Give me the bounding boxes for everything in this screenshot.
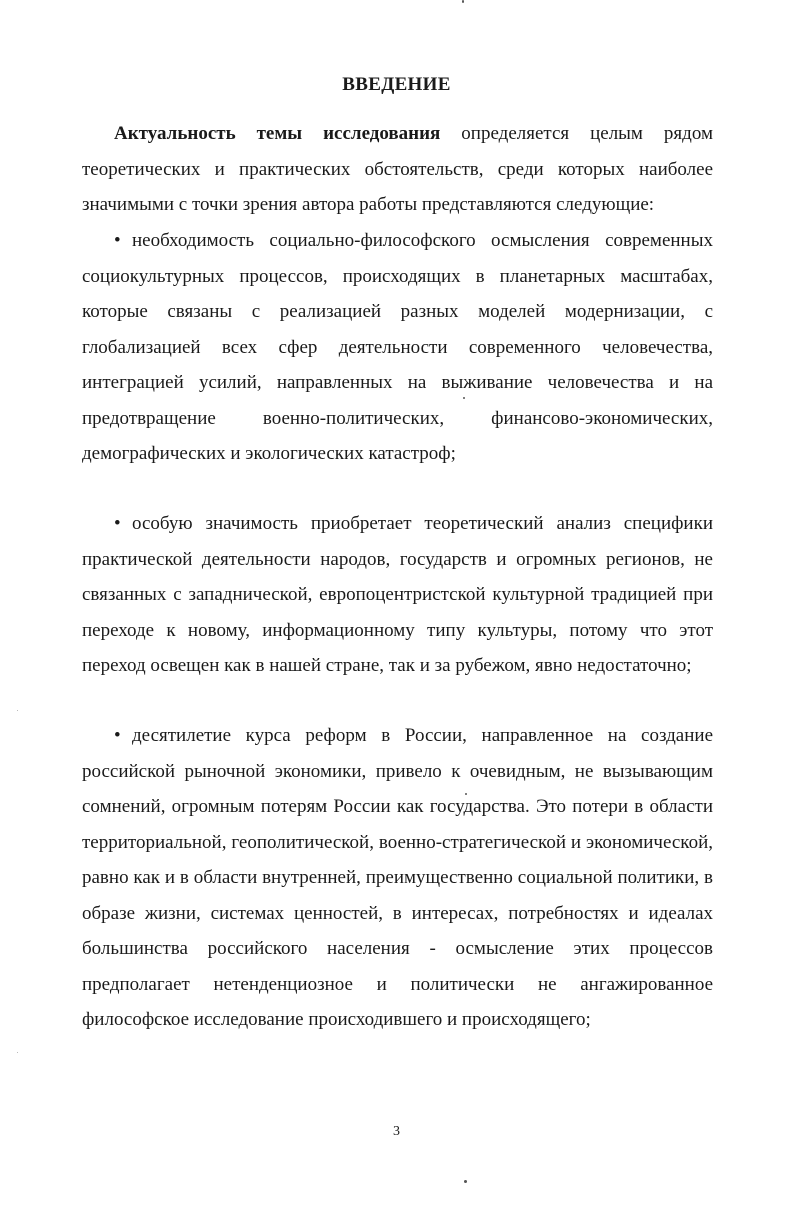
list-item bbox=[82, 506, 713, 684]
list-item bbox=[82, 223, 713, 472]
scan-speck bbox=[462, 0, 464, 3]
bullet-icon: • bbox=[114, 513, 121, 534]
page-number: 3 bbox=[393, 1124, 400, 1139]
list-item-text: десятилетие курса реформ в России, направленное на создание российской рыночной экономики, привело к очевидным, не вызывающим сомнений, огромным потерям России как государства. Это потери в области территориальной, геополитической, военно-стратегической и экономической, равно как и в области внутренней, преимущественно социальной политики, в образе жизни, системах ценностей, в интересах, потребностях и идеалах большинства российского населения - осмысление этих процессов предполагает нетенденциозное и политически не ангажированное философское исследование происходившего и происходящего; bbox=[82, 725, 713, 1030]
bullet-icon: • bbox=[114, 725, 121, 746]
list-item bbox=[82, 718, 713, 1038]
intro-text: определяется целым рядом теоретических и практических обстоятельств, среди которых наиболее значимыми с точки зрения автора работы представляются следующие: bbox=[82, 123, 713, 215]
bullet-icon: • bbox=[114, 230, 121, 251]
list-item-text: необходимость социально-философского осмысления современных социокультурных процессов, происходящих в планетарных масштабах, которые связаны с реализацией разных моделей модернизации, с глобализацией всех сфер деятельности современного человечества, интеграцией усилий, направленных на выживание человечества и на предотвращение военно-политических, финансово-экономических, демографических и экологических катастроф; bbox=[82, 230, 713, 464]
list-item-text: особую значимость приобретает теоретический анализ специфики практической деятельности народов, государств и огромных регионов, не связанных с западнической, европоцентристской культурной традицией при переходе к новому, информационному типу культуры, потому что этот переход освещен как в нашей стране, так и за рубежом, явно недостаточно; bbox=[82, 513, 713, 676]
scan-mark bbox=[17, 1052, 18, 1053]
scan-speck bbox=[464, 1180, 467, 1183]
scan-mark bbox=[17, 710, 18, 711]
page-title: ВВЕДЕНИЕ bbox=[342, 74, 451, 95]
intro-lead: Актуальность темы исследования bbox=[114, 123, 441, 144]
intro-paragraph bbox=[82, 116, 713, 223]
